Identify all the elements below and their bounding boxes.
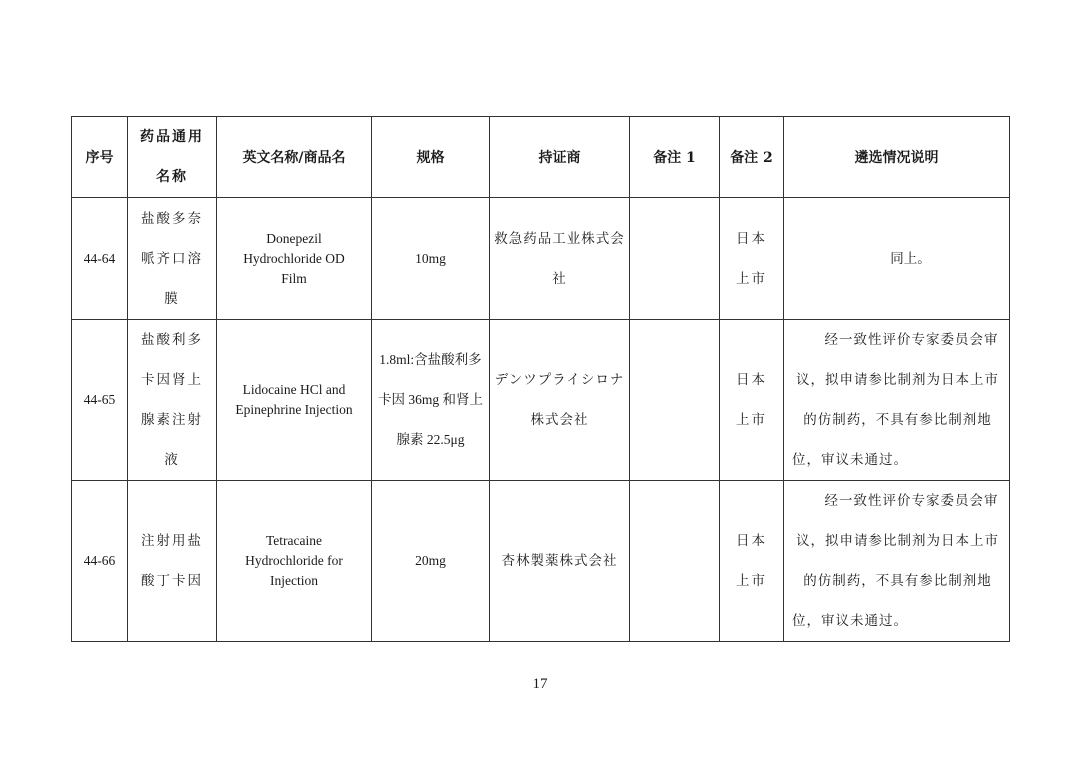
- header-note2: 备注 2: [720, 117, 784, 198]
- row-note1: [630, 481, 720, 642]
- table-row: [72, 320, 1010, 481]
- row-generic-name: 注射用盐酸丁卡因: [128, 481, 217, 642]
- row-holder: 杏林製薬株式会社: [490, 481, 630, 642]
- header-holder: 持证商: [490, 117, 630, 198]
- header-english-trade-name: 英文名称/商品名: [217, 117, 372, 198]
- table-header-row: [72, 117, 1010, 198]
- row-spec: 20mg: [372, 481, 490, 642]
- row-note2: 日本上市: [720, 198, 784, 320]
- row-generic-name: 盐酸利多卡因肾上腺素注射液: [128, 320, 217, 481]
- row-note2: 日本上市: [720, 481, 784, 642]
- row-seq: 44-64: [72, 198, 128, 320]
- row-seq: 44-65: [72, 320, 128, 481]
- row-note1: [630, 320, 720, 481]
- row-holder: 救急药品工业株式会社: [490, 198, 630, 320]
- header-spec: 规格: [372, 117, 490, 198]
- row-seq: 44-66: [72, 481, 128, 642]
- header-seq: 序号: [72, 117, 128, 198]
- reference-drug-table: [71, 116, 1010, 642]
- row-selection: 经一致性评价专家委员会审议，拟申请参比制剂为日本上市的仿制药，不具有参比制剂地位，审议未通过。: [784, 481, 1010, 642]
- row-selection: 经一致性评价专家委员会审议，拟申请参比制剂为日本上市的仿制药，不具有参比制剂地位，审议未通过。: [784, 320, 1010, 481]
- table-row: [72, 198, 1010, 320]
- header-note1: 备注 1: [630, 117, 720, 198]
- row-holder: デンツプライシロナ株式会社: [490, 320, 630, 481]
- header-generic-name: 药品通用名称: [128, 117, 217, 198]
- row-note1: [630, 198, 720, 320]
- table-row: [72, 481, 1010, 642]
- row-generic-name: 盐酸多奈哌齐口溶膜: [128, 198, 217, 320]
- row-note2: 日本上市: [720, 320, 784, 481]
- page-number: 17: [532, 676, 548, 692]
- row-spec: 10mg: [372, 198, 490, 320]
- row-english-trade-name: Lidocaine HCl and Epinephrine Injection: [217, 320, 372, 481]
- row-selection: 同上。: [784, 198, 1010, 320]
- header-selection: 遴选情况说明: [784, 117, 1010, 198]
- row-english-trade-name: Tetracaine Hydrochloride for Injection: [217, 481, 372, 642]
- row-english-trade-name: Donepezil Hydrochloride OD Film: [217, 198, 372, 320]
- row-spec: 1.8ml:含盐酸利多卡因 36mg 和肾上腺素 22.5μg: [372, 320, 490, 481]
